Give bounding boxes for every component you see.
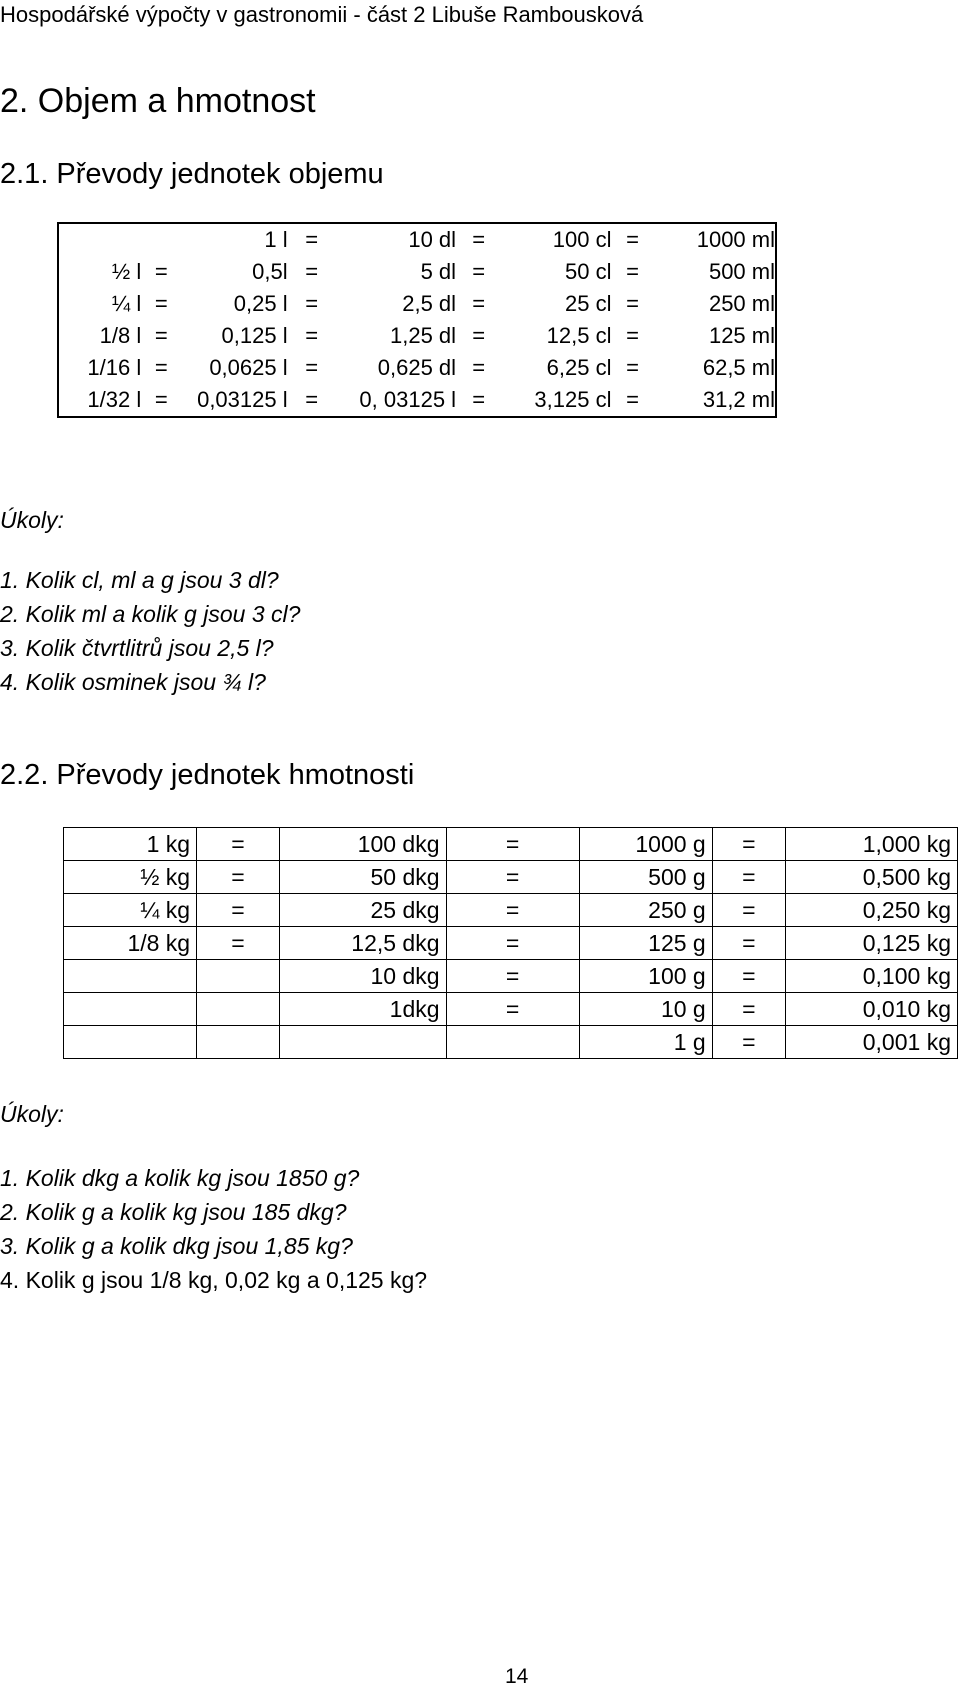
table-cell: = — [712, 894, 785, 927]
table-cell: ¼ kg — [64, 894, 197, 927]
table-cell: = — [154, 355, 168, 380]
table-cell: = — [446, 828, 579, 861]
table-cell: = — [626, 227, 639, 252]
table-cell: = — [712, 828, 785, 861]
table-row — [64, 828, 958, 861]
volume-conversion-table — [57, 222, 777, 418]
section-title-mass: 2.2. Převody jednotek hmotnosti — [0, 759, 415, 791]
table-cell — [446, 1026, 579, 1059]
table-row — [58, 320, 776, 352]
table-cell: = — [197, 861, 280, 894]
table-cell: = — [197, 894, 280, 927]
table-cell: = — [626, 291, 639, 316]
table-cell: 6,25 cl — [546, 355, 612, 380]
table-cell: = — [305, 227, 319, 252]
tasks-list-mass — [0, 1161, 427, 1297]
table-cell: = — [626, 259, 639, 284]
table-cell: = — [446, 927, 579, 960]
table-row — [64, 1026, 958, 1059]
table-cell: 250 ml — [708, 291, 775, 316]
table-cell: = — [305, 323, 319, 348]
table-cell: = — [154, 323, 168, 348]
table-row — [58, 223, 776, 256]
table-cell: = — [446, 861, 579, 894]
table-cell: 25 cl — [565, 291, 612, 316]
table-cell: = — [472, 355, 486, 380]
table-cell: 1 kg — [64, 828, 197, 861]
table-cell: 0,25 l — [233, 291, 288, 316]
table-cell: ½ kg — [64, 861, 197, 894]
table-cell: 0,100 kg — [786, 960, 958, 993]
table-cell: = — [626, 387, 639, 412]
table-cell: = — [712, 861, 785, 894]
table-cell: ¼ l — [111, 291, 142, 316]
table-cell: 5 dl — [420, 259, 457, 284]
table-cell: 1/32 l — [87, 387, 142, 412]
table-cell: = — [472, 291, 486, 316]
table-row — [58, 352, 776, 384]
table-cell: = — [472, 323, 486, 348]
table-cell: 0,03125 l — [197, 387, 288, 412]
table-cell: = — [154, 259, 168, 284]
table-cell: 12,5 dkg — [279, 927, 446, 960]
table-cell: ½ l — [111, 259, 142, 284]
table-cell — [64, 960, 197, 993]
table-row — [64, 960, 958, 993]
table-cell: = — [712, 993, 785, 1026]
table-cell: = — [446, 993, 579, 1026]
table-cell: 0,5l — [252, 259, 288, 284]
table-cell: = — [712, 1026, 785, 1059]
table-row — [64, 894, 958, 927]
table-row — [58, 384, 776, 417]
table-cell: = — [305, 259, 319, 284]
table-cell: 1dkg — [279, 993, 446, 1026]
table-cell: 1/16 l — [87, 355, 142, 380]
tasks-label-mass: Úkoly: — [0, 1101, 64, 1127]
table-cell: 12,5 cl — [546, 323, 612, 348]
table-cell: 1,25 dl — [390, 323, 457, 348]
section-title-volume: 2.1. Převody jednotek objemu — [0, 158, 384, 190]
task-item: 1. Kolik dkg a kolik kg jsou 1850 g? — [0, 1165, 360, 1191]
table-cell: 100 cl — [552, 227, 612, 252]
table-cell: 10 dkg — [279, 960, 446, 993]
table-cell: = — [197, 927, 280, 960]
table-cell: 100 dkg — [279, 828, 446, 861]
table-cell: 2,5 dl — [402, 291, 457, 316]
table-cell — [141, 223, 181, 256]
table-cell — [197, 1026, 280, 1059]
table-cell — [64, 1026, 197, 1059]
task-item: 2. Kolik g a kolik kg jsou 185 dkg? — [0, 1199, 347, 1225]
table-cell: = — [446, 960, 579, 993]
task-item: 4. Kolik g jsou 1/8 kg, 0,02 kg a 0,125 kg? — [0, 1267, 428, 1293]
tasks-list-volume — [0, 563, 300, 699]
running-header: Hospodářské výpočty v gastronomii - část 2 Libuše Rambousková — [0, 2, 644, 27]
table-cell: 0,125 kg — [786, 927, 958, 960]
table-cell: = — [154, 291, 168, 316]
table-cell: 1/8 l — [99, 323, 142, 348]
table-cell: 1,000 kg — [786, 828, 958, 861]
table-row — [58, 256, 776, 288]
table-cell: 31,2 ml — [702, 387, 775, 412]
table-cell: 0, 03125 l — [359, 387, 457, 412]
task-item: 1. Kolik cl, ml a g jsou 3 dl? — [0, 567, 279, 593]
table-cell: 1000 g — [579, 828, 712, 861]
table-cell: 0,500 kg — [786, 861, 958, 894]
table-cell: 100 g — [579, 960, 712, 993]
task-item: 3. Kolik g a kolik dkg jsou 1,85 kg? — [0, 1233, 353, 1259]
table-cell — [197, 993, 280, 1026]
table-cell: 10 g — [579, 993, 712, 1026]
table-cell: 125 ml — [708, 323, 775, 348]
table-cell: 125 g — [579, 927, 712, 960]
table-cell: 50 dkg — [279, 861, 446, 894]
table-cell: = — [712, 960, 785, 993]
table-cell: 250 g — [579, 894, 712, 927]
table-cell: 3,125 cl — [534, 387, 612, 412]
table-cell — [279, 1026, 446, 1059]
table-cell: = — [472, 227, 486, 252]
task-item: 2. Kolik ml a kolik g jsou 3 cl? — [0, 601, 301, 627]
table-cell: 0,001 kg — [786, 1026, 958, 1059]
table-cell: 0,010 kg — [786, 993, 958, 1026]
table-cell: 0,125 l — [221, 323, 288, 348]
tasks-label-volume: Úkoly: — [0, 507, 64, 533]
task-item: 4. Kolik osminek jsou ¾ l? — [0, 669, 266, 695]
table-row — [64, 993, 958, 1026]
table-cell: 500 ml — [708, 259, 775, 284]
table-cell: = — [626, 323, 639, 348]
table-cell: = — [154, 387, 168, 412]
table-cell: = — [305, 355, 319, 380]
table-cell — [64, 993, 197, 1026]
table-cell: 10 dl — [408, 227, 457, 252]
table-cell: 1 g — [579, 1026, 712, 1059]
table-cell: 62,5 ml — [702, 355, 775, 380]
table-cell: 1000 ml — [696, 227, 775, 252]
table-cell: = — [446, 894, 579, 927]
page-number: 14 — [505, 1665, 529, 1688]
table-cell: = — [472, 259, 486, 284]
table-cell: 1 l — [264, 227, 288, 252]
table-cell: = — [197, 828, 280, 861]
table-cell: = — [305, 291, 319, 316]
table-cell: 0,0625 l — [209, 355, 288, 380]
table-cell: 500 g — [579, 861, 712, 894]
table-cell: 50 cl — [565, 259, 612, 284]
task-item: 3. Kolik čtvrtlitrů jsou 2,5 l? — [0, 635, 274, 661]
mass-conversion-table — [63, 827, 958, 1059]
chapter-title: 2. Objem a hmotnost — [0, 82, 316, 120]
table-row — [64, 927, 958, 960]
table-row — [64, 861, 958, 894]
table-cell: 25 dkg — [279, 894, 446, 927]
table-cell — [58, 223, 141, 256]
table-cell: = — [626, 355, 639, 380]
table-cell — [197, 960, 280, 993]
table-row — [58, 288, 776, 320]
table-cell: 0,250 kg — [786, 894, 958, 927]
table-cell: 0,625 dl — [377, 355, 457, 380]
table-cell: = — [712, 927, 785, 960]
table-cell: = — [305, 387, 319, 412]
table-cell: = — [472, 387, 486, 412]
table-cell: 1/8 kg — [64, 927, 197, 960]
